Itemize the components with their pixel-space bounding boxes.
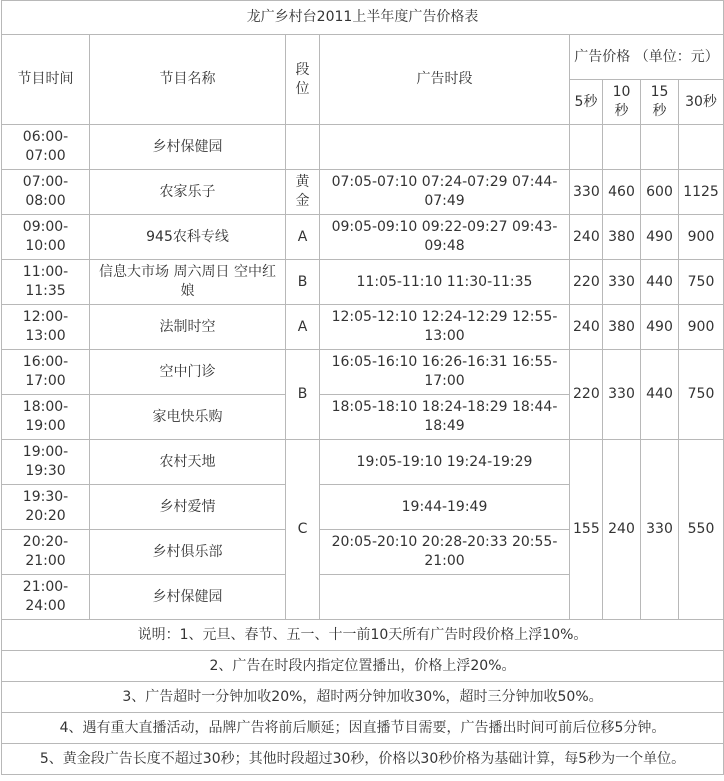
row-time: 20:20-21:00	[2, 530, 90, 575]
price-15s: 330	[641, 440, 679, 620]
row-slot: 09:05-09:10 09:22-09:27 09:43-09:48	[320, 215, 570, 260]
price-10s: 380	[603, 215, 641, 260]
price-15s: 490	[641, 305, 679, 350]
price-15s: 600	[641, 170, 679, 215]
price-5s: 155	[570, 440, 603, 620]
row-time: 11:00-11:35	[2, 260, 90, 305]
row-name: 乡村爱情	[90, 485, 286, 530]
header-name: 节目名称	[90, 35, 286, 125]
price-10s: 330	[603, 350, 641, 440]
price-10s	[603, 125, 641, 170]
row-time: 16:00-17:00	[2, 350, 90, 395]
table-title: 龙广乡村台2011上半年度广告价格表	[2, 1, 724, 35]
row-grade: 黄金	[286, 170, 320, 215]
price-table	[1, 0, 724, 775]
row-slot	[320, 575, 570, 620]
header-10s: 10秒	[603, 80, 641, 125]
row-time: 07:00-08:00	[2, 170, 90, 215]
row-grade: B	[286, 260, 320, 305]
header-15s: 15秒	[641, 80, 679, 125]
header-time: 节目时间	[2, 35, 90, 125]
price-15s: 440	[641, 260, 679, 305]
note-5: 5、黄金段广告长度不超过30秒；其他时段超过30秒，价格以30秒价格为基础计算，每5秒为一个单位。	[2, 744, 724, 775]
row-time: 09:00-10:00	[2, 215, 90, 260]
row-name: 乡村俱乐部	[90, 530, 286, 575]
price-10s: 240	[603, 440, 641, 620]
price-30s: 550	[679, 440, 724, 620]
row-grade	[286, 125, 320, 170]
table-row	[2, 440, 724, 485]
price-30s: 1125	[679, 170, 724, 215]
row-grade: A	[286, 305, 320, 350]
row-time: 21:00-24:00	[2, 575, 90, 620]
table-row	[2, 125, 724, 170]
row-time: 06:00-07:00	[2, 125, 90, 170]
row-name: 农村天地	[90, 440, 286, 485]
row-name: 法制时空	[90, 305, 286, 350]
price-5s: 220	[570, 350, 603, 440]
price-5s: 240	[570, 305, 603, 350]
price-30s	[679, 125, 724, 170]
row-name: 945农科专线	[90, 215, 286, 260]
table-row	[2, 350, 724, 395]
row-slot: 11:05-11:10 11:30-11:35	[320, 260, 570, 305]
row-grade: C	[286, 440, 320, 620]
row-time: 19:30-20:20	[2, 485, 90, 530]
header-30s: 30秒	[679, 80, 724, 125]
row-grade: A	[286, 215, 320, 260]
row-name: 农家乐子	[90, 170, 286, 215]
row-name: 信息大市场 周六周日 空中红娘	[90, 260, 286, 305]
row-grade: B	[286, 350, 320, 440]
price-10s: 330	[603, 260, 641, 305]
price-10s: 380	[603, 305, 641, 350]
price-30s: 750	[679, 350, 724, 440]
price-30s: 750	[679, 260, 724, 305]
row-slot: 19:44-19:49	[320, 485, 570, 530]
table-row	[2, 260, 724, 305]
note-2: 2、广告在时段内指定位置播出，价格上浮20%。	[2, 651, 724, 682]
price-5s: 330	[570, 170, 603, 215]
header-price: 广告价格 （单位：元）	[570, 35, 724, 80]
note-4: 4、遇有重大直播活动，品牌广告将前后顺延；因直播节目需要，广告播出时间可前后位移5分钟。	[2, 713, 724, 744]
price-5s: 220	[570, 260, 603, 305]
row-time: 18:00-19:00	[2, 395, 90, 440]
row-name: 乡村保健园	[90, 125, 286, 170]
table-row	[2, 305, 724, 350]
price-15s: 440	[641, 350, 679, 440]
row-slot: 18:05-18:10 18:24-18:29 18:44-18:49	[320, 395, 570, 440]
price-15s	[641, 125, 679, 170]
table-row	[2, 215, 724, 260]
header-slot: 广告时段	[320, 35, 570, 125]
note-3: 3、广告超时一分钟加收20%，超时两分钟加收30%，超时三分钟加收50%。	[2, 682, 724, 713]
row-slot: 16:05-16:10 16:26-16:31 16:55-17:00	[320, 350, 570, 395]
row-name: 乡村保健园	[90, 575, 286, 620]
row-name: 空中门诊	[90, 350, 286, 395]
row-slot: 20:05-20:10 20:28-20:33 20:55-21:00	[320, 530, 570, 575]
row-time: 12:00-13:00	[2, 305, 90, 350]
price-10s: 460	[603, 170, 641, 215]
note-1: 说明：1、元旦、春节、五一、十一前10天所有广告时段价格上浮10%。	[2, 620, 724, 651]
row-slot: 19:05-19:10 19:24-19:29	[320, 440, 570, 485]
row-slot: 12:05-12:10 12:24-12:29 12:55-13:00	[320, 305, 570, 350]
price-30s: 900	[679, 215, 724, 260]
row-name: 家电快乐购	[90, 395, 286, 440]
price-5s	[570, 125, 603, 170]
price-5s: 240	[570, 215, 603, 260]
header-5s: 5秒	[570, 80, 603, 125]
row-slot: 07:05-07:10 07:24-07:29 07:44-07:49	[320, 170, 570, 215]
price-table-container	[1, 0, 723, 775]
table-row	[2, 170, 724, 215]
price-15s: 490	[641, 215, 679, 260]
price-30s: 900	[679, 305, 724, 350]
row-time: 19:00-19:30	[2, 440, 90, 485]
header-grade: 段位	[286, 35, 320, 125]
row-slot	[320, 125, 570, 170]
